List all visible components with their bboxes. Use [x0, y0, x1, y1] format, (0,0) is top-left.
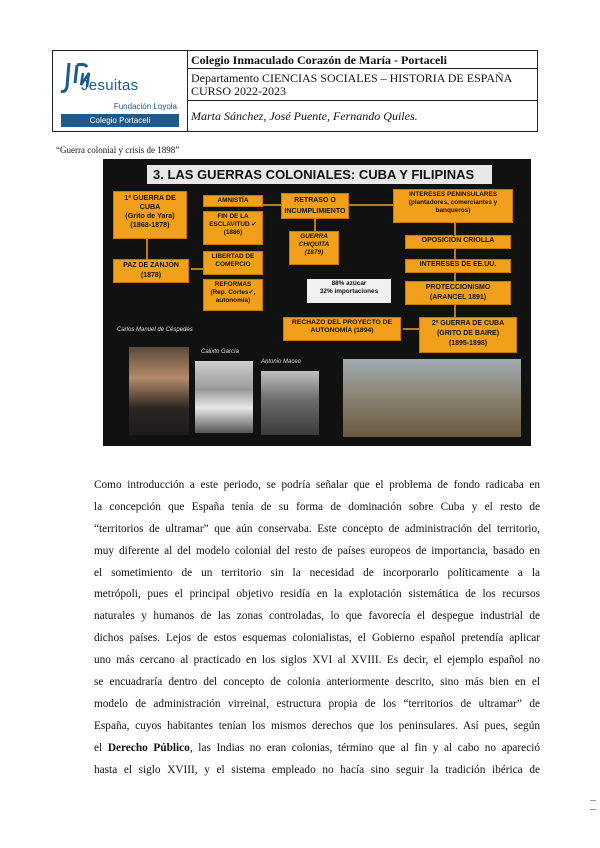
body-line: dichos países. Lejos de estos esquemas colonialistas, el Gobierno español pretendía aplicar — [94, 632, 540, 645]
body-line-derecho — [94, 738, 540, 760]
esclavitud-text: FIN DE LA ESCLAVITUD ✔ — [209, 213, 257, 228]
body-line: modelo de administración virreinal, estructura propia de los “territorios de ultramar” de — [94, 697, 540, 710]
body-line: uno más cercano al practicado en los siglos XVI al XVIII. Es decir, el ejemplo español no — [94, 654, 540, 667]
derecho-pre: el — [94, 741, 108, 754]
azucar-text: 88% azúcar — [331, 280, 367, 287]
first-war-years: (1868-1878) — [130, 220, 170, 229]
zanjon-year: (1878) — [140, 272, 162, 279]
box-intereses — [393, 189, 513, 223]
portrait-cespedes — [129, 347, 189, 435]
box-amnistia: AMNISTÍA — [203, 195, 263, 207]
slide-title: 3. LAS GUERRAS COLONIALES: CUBA Y FILIPINAS — [147, 165, 492, 184]
box-chiquita — [289, 231, 339, 265]
proteccionismo-title: PROTECCIONISMO — [425, 284, 491, 291]
body-line: hasta el siglo XVIII, y el sistema empleado no hacía sino seguir la tradición ibérica de — [94, 763, 540, 776]
box-first-war — [113, 191, 187, 239]
figure-caption: “Guerra colonial y crisis de 1898” — [56, 145, 180, 155]
caption-garcia: Calixto García — [201, 349, 240, 355]
box-reformas — [203, 279, 263, 311]
department-name: Departamento CIENCIAS SOCIALES – HISTORIA DE ESPAÑA — [191, 71, 513, 85]
portrait-garcia — [195, 361, 253, 433]
box-eeuu: INTERESES DE EE.UU. — [405, 259, 511, 273]
box-proteccionismo — [405, 281, 511, 305]
box-oposicion: OPOSICIÓN CRIOLLA — [405, 235, 511, 249]
second-war-grito: (GRITO DE BAIRE) — [436, 330, 500, 337]
arancel-text: (ARANCEL 1891) — [429, 294, 487, 301]
logo-wordmark: Jesuitas — [81, 77, 139, 94]
box-esclavitud — [203, 211, 263, 245]
reformas-title: REFORMAS — [214, 281, 252, 288]
second-war-years: (1895-1898) — [448, 340, 488, 347]
first-war-grito: (Grito de Yara) — [125, 211, 175, 220]
box-comercio: LIBERTAD DE COMERCIO — [203, 251, 263, 275]
body-line: Como introducción a este periodo, se podría señalar que el problema de fondo radicaba en — [94, 479, 540, 491]
reformas-sub: (Rep. Cortes✔, autonomía) — [210, 289, 256, 304]
caption-maceo: Antonio Maceo — [261, 359, 302, 365]
chiquita-title: GUERRA CHIQUITA — [298, 233, 330, 248]
school-logo — [53, 51, 188, 131]
import-text: 32% importaciones — [319, 288, 379, 295]
zanjon-title: PAZ DE ZANJÓN — [123, 262, 179, 269]
school-name: Colegio Inmaculado Corazón de María - Portaceli — [188, 51, 537, 69]
slide-image — [103, 159, 531, 446]
body-text — [94, 475, 540, 781]
portrait-maceo — [261, 371, 319, 435]
body-line: la concepción que España tenía de su forma de dominación sobre Cuba y el resto de — [94, 500, 540, 513]
department-course — [188, 69, 537, 101]
body-line: el sometimiento de un territorio sin la necesidad de incorporarlo políticamente a la — [94, 566, 540, 579]
logo-bar: Colegio Portaceli — [61, 114, 179, 127]
chiquita-year: (1879) — [304, 249, 324, 256]
body-line: se encuadraría dentro del concepto de colonia anteriormente descrito, sino más bien en el — [94, 676, 540, 689]
course-year: CURSO 2022-2023 — [191, 84, 287, 98]
body-line: “territorios de ultramar” que aún conservaba. Este concepto de administración del territorio, — [94, 522, 540, 535]
box-second-war — [419, 317, 517, 353]
box-economia — [307, 279, 391, 303]
box-rechazo: RECHAZO DEL PROYECTO DE AUTONOMÍA (1894) — [283, 317, 401, 341]
header-table — [52, 50, 538, 132]
derecho-post: , las Indias no eran colonias, término que al fin y al cabo no apareció — [189, 741, 540, 754]
second-war-title: 2ª GUERRA DE CUBA — [431, 320, 505, 327]
first-war-title: 1ª GUERRA DE CUBA — [124, 193, 176, 211]
body-line: España, cuyos habitantes tenían los mismos derechos que los peninsulares. Así pues, según — [94, 719, 540, 732]
intereses-title: INTERESES PENINSULARES — [408, 191, 498, 198]
caption-cespedes: Carlos Manuel de Céspedes — [117, 327, 193, 333]
box-retraso: RETRASO O INCUMPLIMIENTO — [281, 193, 349, 219]
page-scroll-icon — [590, 800, 596, 810]
body-line: metrópoli, pues el principal objetivo residía en la explotación sistemática de los recursos — [94, 588, 540, 601]
esclavitud-year: (1886) — [223, 229, 243, 236]
logo-subtitle: Fundación Loyola — [113, 102, 177, 111]
derecho-publico-term: Derecho Público — [107, 741, 190, 754]
body-line: muy diferente al del modelo colonial del resto de países europeos de importancia, basado en — [94, 544, 540, 557]
authors: Marta Sánchez, José Puente, Fernando Quiles. — [191, 109, 418, 123]
intereses-sub: (plantadores, comerciantes y banqueros) — [408, 199, 498, 214]
box-zanjon — [113, 259, 189, 283]
body-line: naturales y humanos de las zonas controladas, lo que favorecía el despegue industrial de — [94, 610, 540, 623]
battle-painting — [343, 359, 521, 437]
